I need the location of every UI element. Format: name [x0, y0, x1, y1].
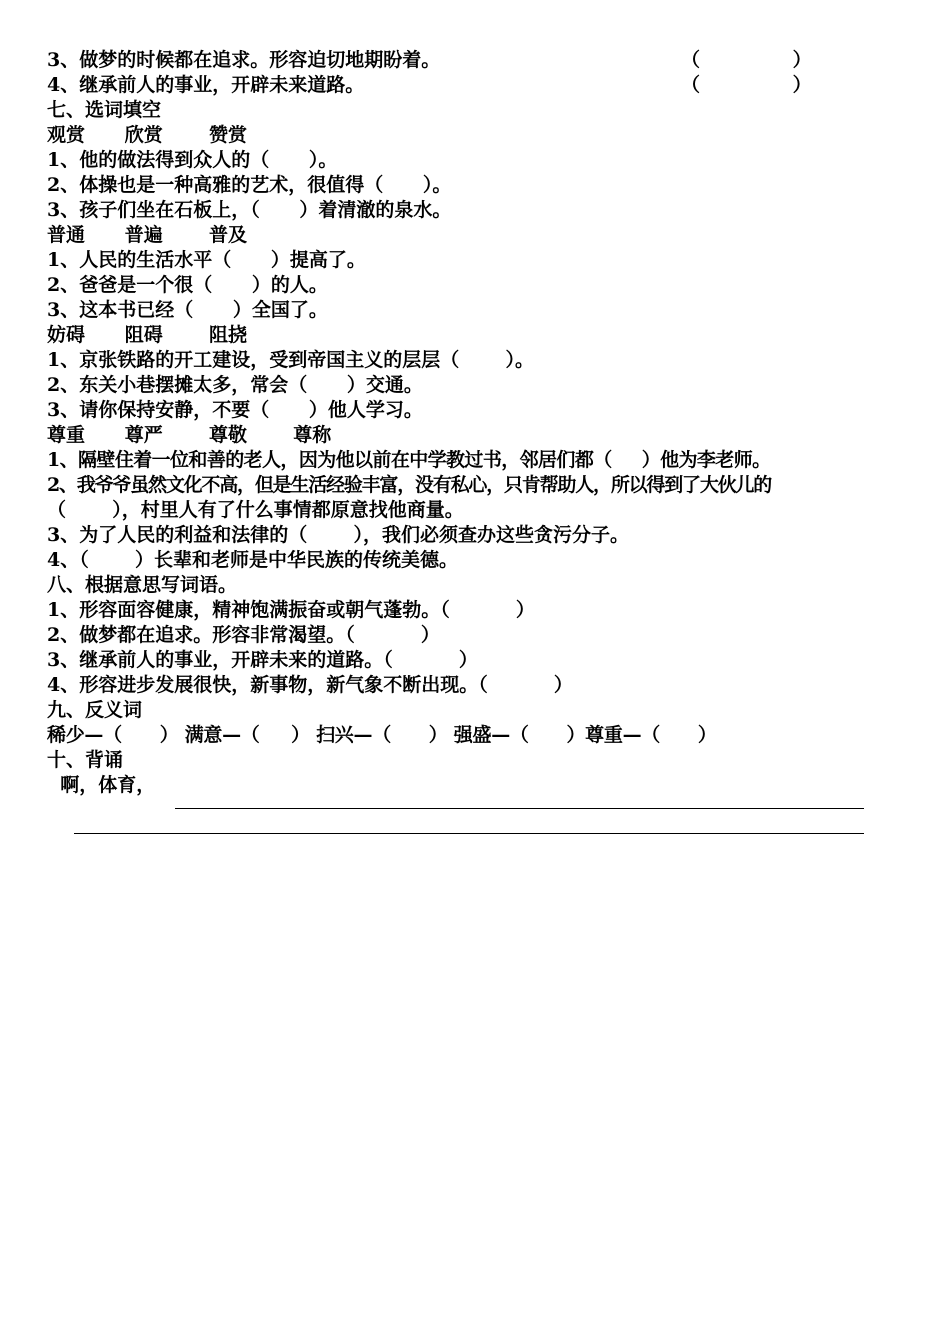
question-line: 1、人民的生活水平（ ）提高了。: [47, 249, 366, 271]
answer-line[interactable]: [74, 833, 864, 834]
section-heading: 九、反义词: [47, 699, 143, 721]
question-line: 1、京张铁路的开工建设，受到帝国主义的层层（ ）。: [47, 349, 535, 371]
question-line: 4、（ ）长辈和老师是中华民族的传统美德。: [47, 549, 459, 571]
recitation-prompt: 啊，体育，: [47, 774, 156, 796]
question-line: 3、这本书已经（ ）全国了。: [47, 299, 328, 321]
word-choices: 妨碍 阻碍 阻挠: [47, 324, 247, 346]
question-line: 3、孩子们坐在石板上，（ ）着清澈的泉水。: [47, 199, 452, 221]
section-heading: 七、选词填空: [47, 99, 162, 121]
question-line: 3、请你保持安静，不要（ ）他人学习。: [47, 399, 423, 421]
question-line: （ ），村里人有了什么事情都原意找他商量。: [47, 499, 464, 521]
answer-bracket[interactable]: （ ）: [681, 49, 812, 71]
question-line: 2、体操也是一种高雅的艺术，很值得（ ）。: [47, 174, 452, 196]
section-heading: 十、背诵: [47, 749, 124, 771]
question-line: 2、做梦都在追求。形容非常渴望。（ ）: [47, 624, 440, 646]
answer-line[interactable]: [175, 808, 864, 809]
question-line: 2、我爷爷虽然文化不高，但是生活经验丰富，没有私心，只肯帮助人，所以得到了大伙儿的: [47, 474, 772, 496]
section-heading: 八、根据意思写词语。: [47, 574, 238, 596]
question-line: 1、他的做法得到众人的（ ）。: [47, 149, 338, 171]
question-line: 4、继承前人的事业，开辟未来道路。: [47, 74, 365, 96]
answer-bracket[interactable]: （ ）: [681, 74, 812, 96]
antonym-line: 稀少—（ ） 满意—（ ） 扫兴—（ ） 强盛—（ ）尊重—（ ）: [47, 724, 717, 746]
question-line: 2、爸爸是一个很（ ）的人。: [47, 274, 328, 296]
word-choices: 普通 普遍 普及: [47, 224, 247, 246]
word-choices: 观赏 欣赏 赞赏: [47, 124, 247, 146]
question-line: 4、形容进步发展很快，新事物，新气象不断出现。（ ）: [47, 674, 573, 696]
question-line: 3、继承前人的事业，开辟未来的道路。（ ）: [47, 649, 478, 671]
question-line: 1、形容面容健康，精神饱满振奋或朝气蓬勃。（ ）: [47, 599, 535, 621]
question-line: 3、为了人民的利益和法律的（ ），我们必须查办这些贪污分子。: [47, 524, 630, 546]
word-choices: 尊重 尊严 尊敬 尊称: [47, 424, 332, 446]
question-line: 1、隔壁住着一位和善的老人，因为他以前在中学教过书，邻居们都（ ）他为李老师。: [47, 449, 771, 471]
question-line: 2、东关小巷摆摊太多，常会（ ）交通。: [47, 374, 423, 396]
question-line: 3、做梦的时候都在追求。形容迫切地期盼着。: [47, 49, 441, 71]
